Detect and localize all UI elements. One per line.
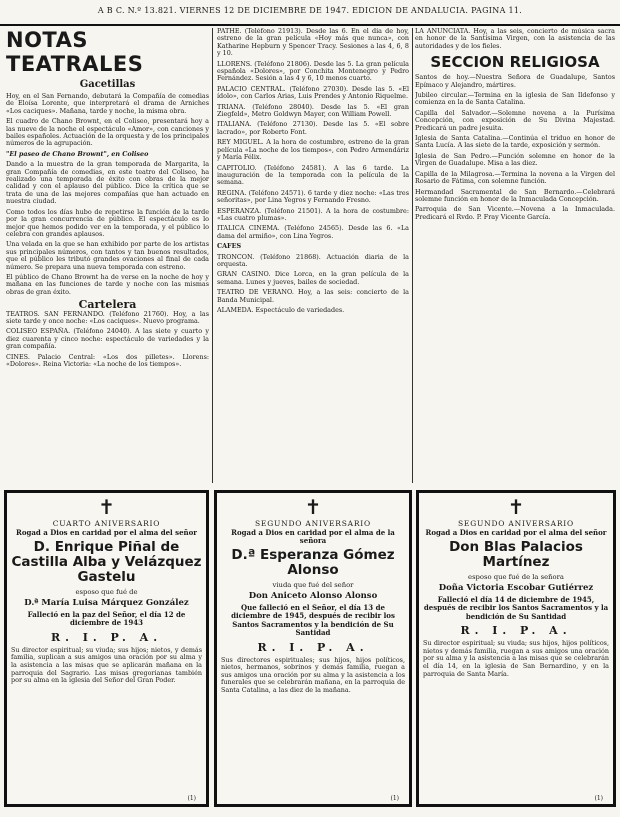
death-notice: Falleció el día 14 de diciembre de 1945, después de recibir los Santos Sacramentos y la bendición de Su Santidad [423,595,609,621]
cross-icon: ✝ [98,495,115,519]
anniversary-label: SEGUNDO ANIVERSARIO [457,519,575,528]
listing: ITALICA CINEMA. (Teléfono 24565). Desde las 6. «La dama del armiño», con Lina Yegros. [217,224,409,240]
paragraph: Una velada en la que se han exhibido por parte de los artistas sus principales números, con tantos y tan buenos resultados, que el público les tributó grandes ovaciones al final de cada número. Se prepara una nueva temporada con estreno. [6,240,209,271]
obituary-box [4,490,209,807]
anniversary-label: CUARTO ANIVERSARIO [52,519,161,528]
spouse-name: D.ª María Luisa Márquez González [24,598,189,608]
page-header: A B C. N.º 13.821. VIERNES 12 DE DICIEMBRE DE 1947. EDICION DE ANDALUCIA. PAGINA 11. [0,0,620,26]
paragraph: Iglesia de Santa Catalina.—Continúa el triduo en honor de Santa Lucía. A las siete de la tarde, exposición y sermón. [415,134,615,150]
listing: ESPERANZA. (Teléfono 21501). A la hora de costumbre: «Las cuatro plumas». [217,206,409,222]
listing: TRIANA. (Teléfono 28040). Desde las 5. «El gran Ziegfeld», Metro Goldwyn Mayer, con William Powell. [217,102,409,119]
paragraph: Capilla del Salvador.—Solemne novena a la Purísima Concepción, con exposición de Su Divina Majestad. Predicará un padre jesuita. [415,108,615,132]
obituary-box [214,490,412,807]
prayer-request: Rogad a Dios en caridad por el alma del señor [16,528,197,537]
relation: viuda que fué del señor [272,581,354,589]
obituary-text: Su director espiritual; su viuda; sus hijos; nietos, y demás familia, suplican a sus amigos una oración por su alma y la asistencia a las misas que se aplicarán mañana en la parroquia del Sagrario. Las misas gregorianas también por su alma en la iglesia del Señor del Gran Poder. [11,645,202,685]
subheading: "El paseo de Chano Brownt", en Coliseo [6,149,149,158]
paragraph: Capilla de la Milagrosa.—Termina la novena a la Virgen del Rosario de Fátima, con solemne función. [415,169,615,186]
deceased-name: D.ª Esperanza Gómez Alonso [231,547,395,578]
spouse-name: Don Aniceto Alonso Alonso [248,591,378,601]
listing: LLORENS. (Teléfono 21806). Desde las 5. La gran película española «Dolores», por Conchita Montenegro y Pedro Fernández. Sesión a las 4 y 6, 10 menos cuarto. [217,59,409,83]
section-title: NOTAS TEATRALES [6,28,144,76]
prayer-request: Rogad a Dios en caridad por el alma del señor [425,528,607,537]
rip: R. I. P. A. [460,624,572,638]
listing: TRONCON. (Teléfono 21868). Actuación diaria de la orquesta. [217,252,409,268]
paragraph: Parroquia de San Vicente.—Novena a la Inmaculada. Predicará el Rvdo. P. Fray Vicente García. [415,205,615,221]
relation: esposo que fué de la señora [468,573,564,581]
listing: PATHE. (Teléfono 21913). Desde las 6. En el día de hoy, estreno de la gran película «Hoy más que nunca», con Katharine Hepburn y Spencer Tracy. Sesiones a las 4, 6, 8 y 10. [217,28,409,58]
paragraph: Dando a la muestra de la gran temporada de Margarita, la gran Compañía de comedias, en este teatro del Coliseo, ha realizado una temporada de éxito con obras de la mejor calidad y con el aplauso del público. Dice la crítica que se trata de una de las mejores compañías que han actuado en nuestra ciudad. [6,160,209,206]
spouse-name: Doña Victoria Escobar Gutiérrez [438,583,594,593]
column-rule [212,28,213,483]
listing: ALAMEDA. Espectáculo de variedades. [217,306,345,314]
obituary-text: Sus directores espirituales; sus hijos, hijos políticos, nietos, hermanos, sobrinos y demás familia, ruegan a sus amigos una oración por su alma y la asistencia a los funerales que se celebrarán mañana, en la parroquia de Santa Catalina, a las diez de la mañana. [221,655,405,694]
obituary-text: Su director espiritual; su viuda; sus hijos, hijos políticos, nietos y demás familia, ruegan a sus amigos una oración por su alma y la asistencia a las misas que se celebrarán el día 14, en la iglesia de San Bernardino, y en la parroquia de Santa María. [423,639,609,678]
deceased-name: D. Enrique Piñal de Castilla Alba y Velázquez Gastelu [11,539,202,585]
cross-icon: ✝ [507,495,525,519]
listing: CINES. Palacio Central: «Los dos pilletes». Llorens: «Dolores». Reina Victoria: «La noche de los tiempos». [6,352,209,368]
rip: R. I. P. A. [257,640,369,654]
column-rule [412,28,413,483]
paragraph: LA ANUNCIATA. Hoy, a las seis, concierto de música sacra en honor de la Santísima Virgen, con la asistencia de las autoridades y de los fieles. [415,28,615,50]
section-title: SECCION RELIGIOSA [430,53,600,72]
deceased-name: Don Blas Palacios Martínez [449,539,583,570]
listing: TEATROS. SAN FERNANDO. (Teléfono 21760). Hoy, a las siete tarde y once noche: «Los caciques». Nuevo programa. [6,309,209,325]
paragraph: El público de Chano Brownt ha de verse en la noche de hoy y mañana en las funciones de tarde y noche con las mismas obras de gran éxito. [6,272,209,296]
listing: REGINA. (Teléfono 24571). 6 tarde y diez noche: «Las tres señoritas», por Lina Yegros y Fernando Fresno. [217,188,409,205]
prayer-request: Rogad a Dios en caridad por el alma de la señora [231,528,395,545]
ad-code: (1) [390,795,399,802]
listing: PALACIO CENTRAL. (Teléfono 27030). Desde las 5. «El ídolo», con Carlos Arias, Luis Prendes y Antonio Riquelme. [217,84,409,101]
ad-code: (1) [594,795,603,802]
death-notice: Que falleció en el Señor, el día 13 de diciembre de 1945, después de recibir los Santos Sacramentos y la bendición de Su Santidad [231,603,395,638]
paragraph: El cuadro de Chano Brownt, en el Coliseo, presentará hoy a las nueve de la noche el espectáculo «Amor», con canciones y bailes españoles. Actuación de la orquesta y de los principales números de la agrupación. [6,117,209,148]
column-religious [415,28,615,483]
paragraph: Iglesia de San Pedro.—Función solemne en honor de la Virgen de Guadalupe. Misa a las diez. [415,151,615,168]
listing: CAPITOLIO. (Teléfono 24581). A las 6 tarde. La inauguración de la temporada con la película de la semana. [217,163,409,187]
listing: TEATRO DE VERANO. Hoy, a las seis: concierto de la Banda Municipal. [217,288,409,304]
column-cinemas [217,28,409,483]
column-theater [6,28,209,483]
cartelera-heading: Cartelera [78,298,137,312]
listing: ITALIANA. (Teléfono 27130). Desde las 5. «El sobre lacrado», por Roberto Font. [217,120,409,136]
subheading: Gacetillas [79,79,136,90]
relation: esposo que fué de [75,588,138,596]
death-notice: Falleció en la paz del Señor, el día 12 de diciembre de 1943 [27,610,186,628]
paragraph: Hoy, en el San Fernando, debutará la Compañía de comedias de Eloísa Lorente, que interpretará el drama de Arniches «Los caciques». Mañana, tarde y noche, la misma obra. [6,92,209,115]
paragraph: Como todos los días hubo de repetirse la función de la tarde por la gran concurrencia de público. El espectáculo es lo mejor que hemos podido ver en la temporada, y el público lo celebra con grandes aplausos. [6,207,209,238]
ad-code: (1) [187,795,196,802]
anniversary-label: SEGUNDO ANIVERSARIO [254,519,372,528]
cross-icon: ✝ [304,495,322,519]
paragraph: Santos de hoy.—Nuestra Señora de Guadalupe, Santos Epímaco y Alejandro, mártires. [415,73,615,89]
obituary-box [416,490,616,807]
subheading: CAFES [217,242,242,251]
paragraph: Jubileo circular.—Termina en la iglesia de San Ildefonso y comienza en la de Santa Catalina. [415,91,615,107]
listing: GRAN CASINO. Dice Lorca, en la gran película de la semana. Lunes y jueves, bailes de sociedad. [217,270,409,286]
listing: COLISEO ESPAÑA. (Teléfono 24040). A las siete y cuarto y diez cuarenta y cinco noche: espectáculo de variedades y la gran compañía. [6,327,209,351]
rip: R. I. P. A. [50,630,163,644]
listing: REY MIGUEL. A la hora de costumbre, estreno de la gran película «La noche de los tiempos», con Pedro Armendáriz y María Félix. [217,138,409,162]
paragraph: Hermandad Sacramental de San Bernardo.—Celebrará solemne función en honor de la Inmaculada Concepción. [415,187,615,203]
